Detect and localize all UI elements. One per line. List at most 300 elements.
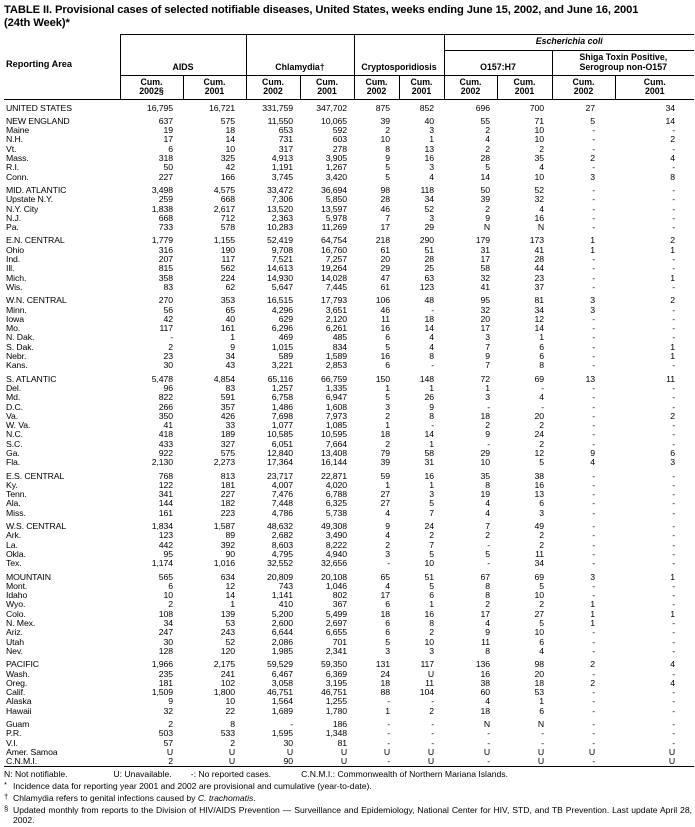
value-cell: 117	[420, 659, 434, 670]
table-row	[4, 324, 694, 333]
value-cell: 3	[385, 549, 390, 559]
value-cell: 743	[278, 581, 293, 591]
value-cell: 32	[480, 305, 490, 315]
value-cell: 8	[429, 352, 434, 362]
value-cell: 1	[670, 609, 675, 619]
value-cell: 10	[534, 628, 544, 638]
value-cell: 23	[163, 352, 173, 362]
value-cell: 41	[534, 245, 544, 255]
value-cell: 3	[590, 571, 595, 582]
value-cell: 218	[375, 235, 390, 246]
header-spacer-crypto	[354, 34, 444, 50]
table-row	[4, 600, 694, 609]
value-cell: 6,296	[271, 324, 293, 334]
value-cell: 802	[332, 591, 347, 601]
table-row	[4, 264, 694, 273]
value-cell: 148	[419, 373, 434, 384]
table-row	[4, 679, 694, 688]
value-cell: -	[592, 430, 595, 440]
value-cell: 9	[590, 448, 595, 458]
value-cell: 10	[163, 591, 173, 601]
value-cell: 6,325	[325, 499, 347, 509]
value-cell: 17	[480, 609, 490, 619]
value-cell: -	[487, 738, 490, 748]
value-cell: 2	[670, 135, 675, 145]
value-cell: 2	[539, 421, 544, 431]
value-cell: 9	[385, 521, 390, 532]
value-cell: -	[431, 738, 434, 748]
value-cell: 1,608	[325, 402, 347, 412]
value-cell: 3	[670, 458, 675, 468]
footnote-aids-update-text: Updated monthly from reports to the Division of HIV/AIDS Prevention — Surveillance and Epidemiology, National Center for HIV, STD, and TB Prevention. Last update April 28, 2002.	[13, 804, 692, 825]
value-cell: 7	[485, 521, 490, 532]
value-cell: 2	[539, 531, 544, 541]
value-cell: 31	[424, 458, 434, 468]
value-cell: 28	[380, 195, 390, 205]
value-cell: 565	[158, 571, 173, 582]
reporting-area-cell: Iowa	[6, 314, 24, 324]
value-cell: 24	[380, 669, 390, 679]
value-cell: 5,478	[151, 373, 173, 384]
value-cell: 42	[163, 314, 173, 324]
value-cell: 6	[539, 637, 544, 647]
shiga-label-line1: Shiga Toxin Positive,	[579, 52, 668, 63]
value-cell: 4	[429, 172, 434, 182]
value-cell: -	[592, 255, 595, 265]
value-cell: 57	[163, 738, 173, 748]
value-cell: 32,552	[267, 559, 293, 569]
table-row	[4, 610, 694, 619]
value-cell: 8	[485, 646, 490, 656]
value-cell: 2,363	[271, 213, 293, 223]
value-cell: 1	[385, 706, 390, 716]
value-cell: 8,222	[325, 540, 347, 550]
value-cell: 4,795	[271, 549, 293, 559]
value-cell: 19,264	[321, 264, 347, 274]
value-cell: -	[541, 738, 544, 748]
value-cell: 7	[485, 342, 490, 352]
value-cell: 55	[480, 115, 490, 126]
value-cell: 223	[220, 508, 235, 518]
value-cell: 8	[485, 591, 490, 601]
region-row	[4, 569, 694, 582]
value-cell: 2	[590, 154, 595, 164]
value-cell: 131	[375, 659, 390, 670]
value-cell: 98	[380, 184, 390, 195]
value-cell: 102	[220, 678, 235, 688]
value-cell: 2	[539, 540, 544, 550]
value-cell: 2	[168, 757, 173, 767]
value-cell: 50	[480, 184, 490, 195]
value-cell: 357	[220, 402, 235, 412]
value-cell: 1,191	[271, 163, 293, 173]
value-cell: -	[592, 757, 595, 767]
value-cell: 2	[485, 144, 490, 154]
value-cell: -	[672, 719, 675, 729]
value-cell: 1,780	[325, 706, 347, 716]
value-cell: -	[592, 273, 595, 283]
value-cell: 50	[163, 163, 173, 173]
reporting-area-cell: Guam	[6, 719, 30, 729]
value-cell: 1	[429, 480, 434, 490]
reporting-area-cell: Utah	[6, 637, 24, 647]
value-cell: 96	[163, 383, 173, 393]
legend-unavailable: U: Unavailable.	[113, 769, 172, 780]
value-cell: N	[537, 719, 544, 729]
value-cell: 28	[534, 255, 544, 265]
value-cell: 9	[485, 430, 490, 440]
value-cell: 41	[163, 421, 173, 431]
value-cell: 69	[534, 571, 544, 582]
value-cell: 11,269	[321, 223, 347, 233]
table-row	[4, 582, 694, 591]
value-cell: 259	[158, 195, 173, 205]
value-cell: 4,296	[271, 305, 293, 315]
value-cell: 38	[480, 678, 490, 688]
value-cell: 60	[480, 688, 490, 698]
value-cell: 14	[424, 324, 434, 334]
value-cell: 16,515	[267, 295, 293, 306]
reporting-area-cell: Amer. Samoa	[6, 747, 58, 757]
value-cell: 1,838	[151, 204, 173, 214]
value-cell: -	[672, 591, 675, 601]
value-cell: 16	[534, 480, 544, 490]
value-cell: -	[541, 383, 544, 393]
value-cell: 52,419	[267, 235, 293, 246]
value-cell: 6	[385, 361, 390, 371]
value-cell: U	[668, 747, 675, 757]
value-cell: 410	[278, 600, 293, 610]
reporting-area-cell: MOUNTAIN	[6, 571, 51, 582]
reporting-area-cell: D.C.	[6, 402, 23, 412]
value-cell: 34	[665, 102, 675, 113]
value-cell: -	[592, 591, 595, 601]
value-cell: -	[672, 163, 675, 173]
value-cell: 59	[380, 470, 390, 481]
value-cell: 575	[220, 448, 235, 458]
region-block	[4, 182, 694, 232]
table-row	[4, 306, 694, 315]
value-cell: 1	[385, 480, 390, 490]
reporting-area-cell: Ind.	[6, 255, 21, 265]
table-row	[4, 430, 694, 439]
value-cell: 56	[163, 305, 173, 315]
value-cell: 7,698	[271, 411, 293, 421]
value-cell: -	[592, 333, 595, 343]
reporting-area-cell: Wis.	[6, 282, 23, 292]
value-cell: 696	[475, 102, 490, 113]
value-cell: N	[483, 223, 490, 233]
value-cell: 35	[480, 470, 490, 481]
value-cell: 2	[168, 600, 173, 610]
value-cell: 3	[429, 126, 434, 136]
value-cell: 14	[225, 591, 235, 601]
region-block	[4, 113, 694, 182]
reporting-area-cell: UNITED STATES	[6, 102, 72, 113]
value-cell: -	[592, 195, 595, 205]
value-cell: 2	[670, 235, 675, 246]
value-cell: 10,283	[267, 223, 293, 233]
region-row	[4, 182, 694, 195]
value-cell: 28	[480, 154, 490, 164]
value-cell: -	[592, 324, 595, 334]
table-row	[4, 145, 694, 154]
reporting-area-cell: W.S. CENTRAL	[6, 521, 67, 532]
value-cell: 5	[385, 637, 390, 647]
value-cell: 327	[220, 439, 235, 449]
value-cell: 591	[220, 393, 235, 403]
value-cell: 1	[385, 383, 390, 393]
table-row	[4, 757, 694, 767]
value-cell: 578	[220, 223, 235, 233]
table-row	[4, 748, 694, 757]
table-row	[4, 384, 694, 393]
value-cell: 3	[429, 646, 434, 656]
value-cell: 41	[480, 282, 490, 292]
reporting-area-cell: N.H.	[6, 135, 23, 145]
value-cell: U	[228, 747, 235, 757]
value-cell: 27	[534, 609, 544, 619]
value-cell: 16	[380, 324, 390, 334]
value-cell: 1,174	[151, 559, 173, 569]
value-cell: 1,335	[325, 383, 347, 393]
value-cell: -	[672, 729, 675, 739]
value-cell: 331,759	[262, 102, 293, 113]
reporting-area-cell: Tenn.	[6, 490, 27, 500]
value-cell: -	[672, 490, 675, 500]
value-cell: 118	[420, 184, 434, 195]
value-cell: -	[592, 421, 595, 431]
value-cell: 3	[590, 295, 595, 306]
value-cell: 6	[539, 352, 544, 362]
value-cell: 6	[539, 342, 544, 352]
value-cell: 31	[480, 245, 490, 255]
value-cell: 5	[429, 581, 434, 591]
reporting-area-cell: Fla.	[6, 458, 21, 468]
chlamydia-group-header: Chlamydia†	[246, 50, 354, 75]
region-block	[4, 371, 694, 468]
value-cell: 32	[480, 273, 490, 283]
value-cell: -	[672, 559, 675, 569]
value-cell: 4	[429, 342, 434, 352]
value-cell: 37	[534, 282, 544, 292]
value-cell: 25	[424, 264, 434, 274]
value-cell: 7,664	[325, 439, 347, 449]
table-header	[4, 34, 694, 99]
value-cell: 32,656	[321, 559, 347, 569]
value-cell: 35	[534, 154, 544, 164]
value-cell: U	[427, 757, 434, 767]
value-cell: 32	[534, 195, 544, 205]
value-cell: 4,020	[325, 480, 347, 490]
value-cell: -	[387, 729, 390, 739]
value-cell: 6,655	[325, 628, 347, 638]
reporting-area-cell: E.N. CENTRAL	[6, 235, 65, 246]
value-cell: -	[541, 729, 544, 739]
value-cell: 6	[168, 144, 173, 154]
value-cell: -	[672, 361, 675, 371]
value-cell: 59,350	[321, 659, 347, 670]
value-cell: -	[592, 411, 595, 421]
value-cell: -	[592, 163, 595, 173]
value-cell: 71	[534, 115, 544, 126]
value-cell: 69	[534, 373, 544, 384]
table-row	[4, 458, 694, 467]
title-line-1: TABLE II. Provisional cases of selected notifiable diseases, United States, weeks ending June 15, 2002, and June 16, 2001	[4, 4, 639, 16]
value-cell: 8,603	[271, 540, 293, 550]
value-cell: 4,854	[213, 373, 235, 384]
value-cell: -	[592, 540, 595, 550]
value-cell: -	[592, 508, 595, 518]
value-cell: 6	[670, 448, 675, 458]
value-cell: 17	[480, 324, 490, 334]
value-cell: 43	[225, 361, 235, 371]
value-cell: 270	[158, 295, 173, 306]
value-cell: 28	[424, 255, 434, 265]
value-cell: -	[672, 669, 675, 679]
value-cell: -	[387, 757, 390, 767]
value-cell: 227	[220, 490, 235, 500]
value-cell: 42	[225, 163, 235, 173]
value-cell: 44	[534, 264, 544, 274]
value-cell: 18	[480, 706, 490, 716]
value-cell: 61	[380, 282, 390, 292]
value-cell: 6,467	[271, 669, 293, 679]
value-cell: 39	[480, 195, 490, 205]
value-cell: -	[672, 480, 675, 490]
value-cell: 325	[220, 154, 235, 164]
value-cell: 34	[534, 559, 544, 569]
reporting-area-cell: MID. ATLANTIC	[6, 184, 67, 195]
value-cell: 1,486	[271, 402, 293, 412]
value-cell: -	[672, 195, 675, 205]
table-row	[4, 274, 694, 283]
value-cell: 6,788	[325, 490, 347, 500]
value-cell: 52	[534, 184, 544, 195]
value-cell: 23,717	[267, 470, 293, 481]
value-cell: 18	[380, 609, 390, 619]
value-cell: 1	[670, 273, 675, 283]
reporting-area-cell: S. ATLANTIC	[6, 373, 57, 384]
value-cell: 4	[385, 508, 390, 518]
value-cell: 4,007	[271, 480, 293, 490]
value-cell: 16	[424, 470, 434, 481]
value-cell: 10	[225, 144, 235, 154]
value-cell: 65	[380, 571, 390, 582]
value-cell: 8	[429, 411, 434, 421]
value-cell: 4	[539, 646, 544, 656]
value-cell: -	[431, 305, 434, 315]
value-cell: U	[427, 747, 434, 757]
value-cell: 2	[485, 421, 490, 431]
reporting-area-cell: Minn.	[6, 305, 27, 315]
value-cell: 144	[158, 499, 173, 509]
value-cell: -	[672, 184, 675, 195]
value-cell: 9	[485, 213, 490, 223]
value-cell: 278	[332, 144, 347, 154]
value-cell: 358	[158, 273, 173, 283]
reporting-area-cell: Miss.	[6, 508, 26, 518]
value-cell: 3	[590, 305, 595, 315]
value-cell: 2	[670, 295, 675, 306]
table-row	[4, 154, 694, 163]
reporting-area-cell: Md.	[6, 393, 21, 403]
footnote-chlamydia	[4, 792, 692, 804]
value-cell: 51	[424, 245, 434, 255]
reporting-area-cell: NEW ENGLAND	[6, 115, 70, 126]
value-cell: 16,760	[321, 245, 347, 255]
value-cell: 6	[429, 591, 434, 601]
value-cell: -	[672, 439, 675, 449]
value-cell: 2,697	[325, 619, 347, 629]
value-cell: 2	[429, 628, 434, 638]
value-cell: 6,051	[271, 439, 293, 449]
value-cell: 166	[220, 172, 235, 182]
value-cell: 10	[534, 135, 544, 145]
reporting-area-cell: N.C.	[6, 430, 23, 440]
value-cell: -	[672, 430, 675, 440]
value-cell: -	[672, 402, 675, 412]
reporting-area-cell: Upstate N.Y.	[6, 195, 53, 205]
o157-group-header: O157:H7	[444, 50, 552, 75]
value-cell: 58	[480, 264, 490, 274]
value-cell: 2,175	[213, 659, 235, 670]
value-cell: 14	[480, 172, 490, 182]
value-cell: U	[537, 757, 544, 767]
value-cell: 1,779	[151, 235, 173, 246]
legend-cnmi: C.N.M.I.: Commonwealth of Northern Mariana Islands.	[301, 769, 508, 780]
table-row	[4, 531, 694, 540]
value-cell: -	[672, 305, 675, 315]
value-cell: -	[672, 223, 675, 233]
value-cell: 1,085	[325, 421, 347, 431]
region-row	[4, 716, 694, 729]
asterisk-marker: *	[4, 780, 7, 790]
value-cell: 8	[385, 144, 390, 154]
value-cell: -	[487, 729, 490, 739]
value-cell: 67	[480, 571, 490, 582]
value-cell: 4,940	[325, 549, 347, 559]
value-cell: 1	[670, 342, 675, 352]
value-cell: 3,498	[151, 184, 173, 195]
value-cell: -	[672, 126, 675, 136]
value-cell: 3	[485, 393, 490, 403]
reporting-area-cell: Wyo.	[6, 600, 26, 610]
value-cell: 12	[534, 448, 544, 458]
value-cell: 575	[220, 115, 235, 126]
value-cell: 39	[380, 458, 390, 468]
table-row	[4, 541, 694, 550]
value-cell: -	[387, 719, 390, 729]
reporting-area-cell: Kans.	[6, 361, 28, 371]
reporting-area-cell: N. Dak.	[6, 333, 35, 343]
value-cell: -	[592, 204, 595, 214]
col-header-crypto-2002: Cum. 2002	[354, 75, 399, 99]
value-cell: 122	[158, 480, 173, 490]
value-cell: 4	[539, 393, 544, 403]
value-cell: 88	[380, 688, 390, 698]
value-cell: -	[487, 540, 490, 550]
value-cell: -	[672, 213, 675, 223]
col-header-o157-2002: Cum. 2002	[444, 75, 497, 99]
value-cell: 318	[158, 154, 173, 164]
reporting-area-cell: Colo.	[6, 609, 26, 619]
reporting-area-cell: Mass.	[6, 154, 29, 164]
value-cell: 189	[220, 430, 235, 440]
value-cell: 4,786	[271, 508, 293, 518]
value-cell: 12	[225, 581, 235, 591]
value-cell: 3,058	[271, 678, 293, 688]
